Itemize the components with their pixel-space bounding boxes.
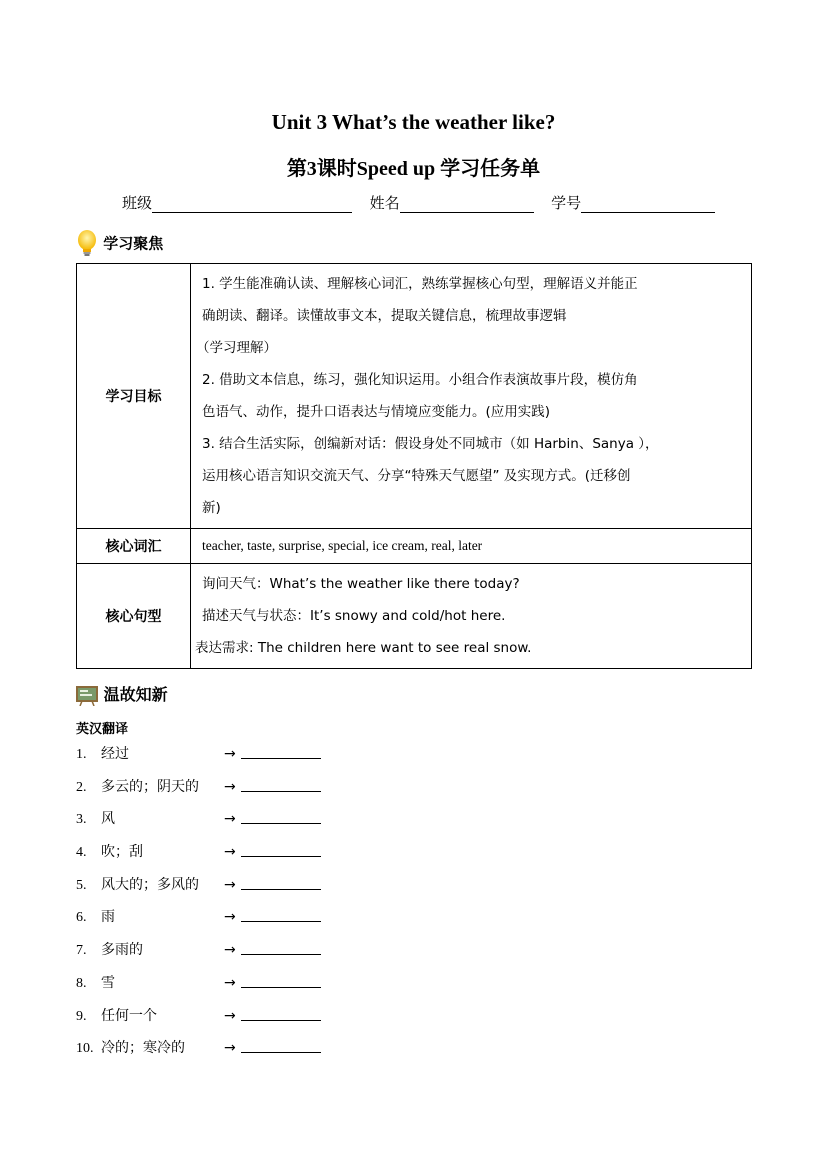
class-blank[interactable] [152,194,352,213]
list-item [76,1032,376,1065]
item-chinese: 风 [101,811,115,828]
goals-label: 学习目标 [77,264,191,529]
arrow-icon: → [224,1040,236,1057]
goals-content [191,264,752,529]
item-number: 9. [76,1008,87,1024]
item-chinese: 多雨的 [101,942,143,959]
item-number: 4. [76,845,87,861]
answer-blank[interactable] [241,856,321,857]
focus-heading [76,230,163,258]
answer-blank[interactable] [241,889,321,890]
arrow-icon: → [224,942,236,959]
sentences-content [191,564,752,669]
item-number: 1. [76,747,87,762]
goal-3-line-1: 3. 结合生活实际，创编新对话：假设身处不同城市（如 Harbin、Sanya ）， [202,436,659,452]
class-label: 班级 [122,194,153,212]
learning-focus-table [76,263,752,669]
item-number: 7. [76,943,87,959]
list-item [76,803,376,836]
item-chinese: 吹；刮 [101,844,143,861]
answer-blank[interactable] [241,758,321,759]
answer-blank[interactable] [241,791,321,792]
goal-3-line-3: 新) [202,500,221,516]
worksheet-title: Unit 3 What’s the weather like? [271,110,556,134]
goal-2-line-1: 2. 借助文本信息，练习，强化知识运用。小组合作表演故事片段，模仿角 [202,372,638,388]
goal-1-line-2: 确朗读、翻译。读懂故事文本，提取关键信息，梳理故事逻辑 [202,308,567,324]
arrow-icon: → [224,778,236,795]
answer-blank[interactable] [241,987,321,988]
review-heading [76,682,168,706]
name-label: 姓名 [369,194,400,212]
arrow-icon: → [224,974,236,991]
worksheet-subtitle: 第3课时Speed up 学习任务单 [286,158,541,180]
list-item [76,738,376,771]
list-item [76,967,376,1000]
chalkboard-icon [76,686,98,706]
goals-row [77,264,752,529]
translation-subheading: 英汉翻译 [76,722,129,737]
list-item [76,869,376,902]
number-blank[interactable] [581,194,715,213]
name-blank[interactable] [400,194,534,213]
vocab-row [77,529,752,564]
arrow-icon: → [224,909,236,926]
review-heading-text: 温故知新 [103,685,168,704]
item-chinese: 风大的；多风的 [101,876,199,893]
lightbulb-icon [76,230,98,258]
item-chinese: 冷的；寒冷的 [101,1040,185,1057]
vocab-label: 核心词汇 [77,529,191,564]
sentence-1: 询问天气：What’s the weather like there today? [202,576,520,592]
arrow-icon: → [224,876,236,893]
item-chinese: 雪 [101,974,115,991]
answer-blank[interactable] [241,954,321,955]
item-number: 3. [76,812,87,828]
vocab-content: teacher, taste, surprise, special, ice cream, real, later [191,529,752,564]
goal-3-line-2: 运用核心语言知识交流天气、分享“特殊天气愿望” 及实现方式。(迁移创 [202,468,631,484]
list-item [76,1000,376,1033]
student-info-row [122,192,715,213]
sentence-2: 描述天气与状态：It’s snowy and cold/hot here. [202,608,506,624]
goal-2-line-2: 色语气、动作，提升口语表达与情境应变能力。(应用实践) [202,404,551,420]
sentences-row [77,564,752,669]
arrow-icon: → [224,844,236,861]
item-number: 5. [76,877,87,893]
item-chinese: 任何一个 [101,1007,157,1024]
answer-blank[interactable] [241,921,321,922]
item-number: 8. [76,975,87,991]
arrow-icon: → [224,1007,236,1024]
arrow-icon: → [224,746,236,762]
list-item [76,901,376,934]
item-chinese: 雨 [101,909,115,926]
list-item [76,836,376,869]
sentences-label: 核心句型 [77,564,191,669]
focus-heading-text: 学习聚焦 [103,234,164,253]
sentence-3: 表达需求: The children here want to see real snow. [195,640,532,656]
translation-list [76,738,376,1065]
item-chinese: 多云的；阴天的 [101,778,199,795]
arrow-icon: → [224,811,236,828]
list-item [76,771,376,804]
list-item [76,934,376,967]
item-number: 6. [76,910,87,926]
goal-1-line-1: 1. 学生能准确认读、理解核心词汇，熟练掌握核心句型，理解语义并能正 [202,276,638,292]
answer-blank[interactable] [241,1052,321,1053]
item-chinese: 经过 [101,746,129,762]
item-number: 2. [76,779,87,795]
goal-1-line-3: （学习理解） [196,340,277,356]
answer-blank[interactable] [241,823,321,824]
item-number: 10. [76,1041,94,1057]
answer-blank[interactable] [241,1020,321,1021]
number-label: 学号 [551,194,582,212]
